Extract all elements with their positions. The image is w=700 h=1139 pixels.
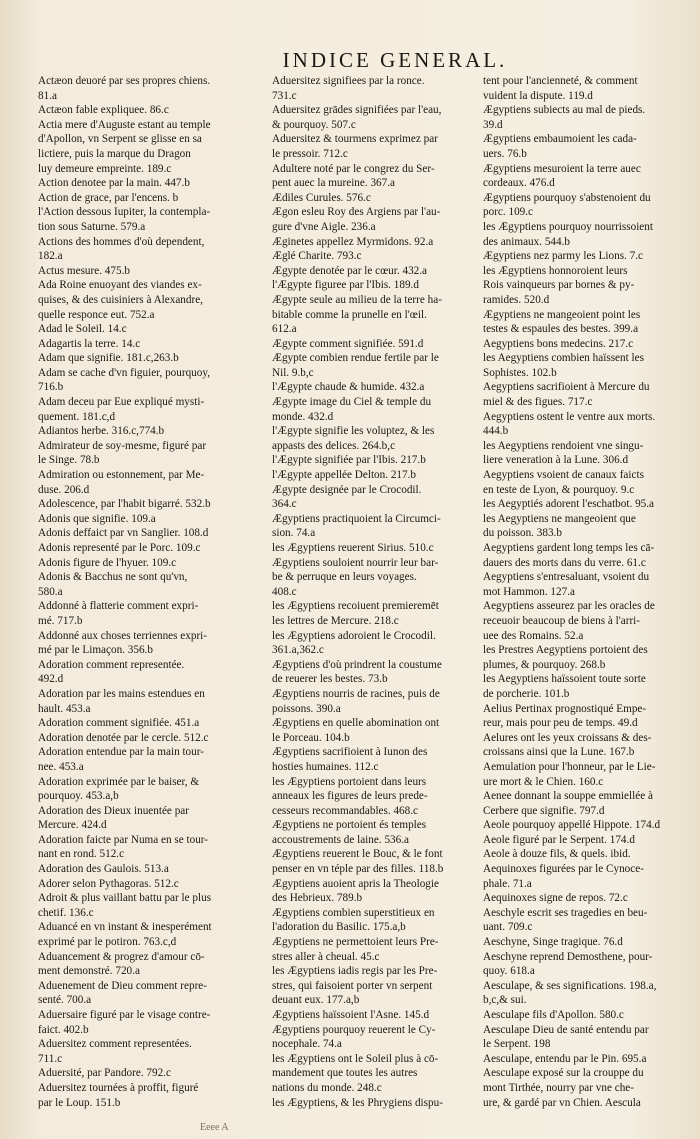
index-entry: les Aegyptiens ne mangeoient que — [483, 512, 636, 525]
index-entry: le Serpent. 198 — [483, 1038, 551, 1051]
index-entry: 408.c — [272, 585, 297, 598]
index-entry: le pressoir. 712.c — [272, 147, 348, 160]
index-entry: Adolescence, par l'habit bigarré. 532.b — [38, 498, 211, 511]
index-entry: Actæon fable expliquee. 86.c — [38, 104, 169, 117]
index-entry: 580.a — [38, 585, 63, 598]
index-entry: Ægyptiens nourris de racines, puis de — [272, 687, 440, 700]
index-entry: Aeole à douze fils, & quels. ibid. — [483, 848, 631, 861]
index-entry: Aegyptiens s'entresaluant, vsoient du — [483, 571, 650, 584]
index-entry: Ægyptiens combien superstitieux en — [272, 906, 435, 919]
index-entry: Adroit & plus vaillant battu par le plus — [38, 892, 212, 905]
index-entry: gure d'vne Aigle. 236.a — [272, 220, 376, 233]
index-entry: Adoration comment signifiée. 451.a — [38, 717, 200, 730]
index-entry: Aemulation pour l'honneur, par le Lie- — [483, 760, 656, 773]
index-entry: les Aegyptiés adorent l'eschatbot. 95.a — [483, 498, 655, 511]
index-entry: cesseurs recommandables. 468.c — [272, 804, 419, 817]
index-column-right — [483, 74, 688, 1110]
index-entry: faict. 402.b — [38, 1023, 89, 1036]
index-entry: Aduancement & progrez d'amour cō- — [38, 950, 205, 963]
index-entry: Aegyptiens gardent long temps les cā- — [483, 542, 655, 554]
index-entry: l'adoration du Basilic. 175.a,b — [272, 921, 406, 934]
index-entry: stres aller à cheual. 45.c — [272, 950, 380, 963]
index-entry: luy demeure empreinte. 189.c — [38, 162, 172, 175]
index-entry: Aesculape exposé sur la crouppe du — [483, 1067, 644, 1080]
index-entry: Ægyptiens auoient apris la Theologie — [272, 877, 439, 890]
index-entry: accoustrements de laine. 536.a — [272, 833, 409, 846]
index-entry: les Prestres Aegyptiens portoient des — [483, 644, 648, 657]
index-entry: tion sous Saturne. 579.a — [38, 220, 146, 233]
index-entry: Aduersaire figuré par le visage contre- — [38, 1009, 211, 1021]
index-entry: Adoration comment representée. — [38, 658, 185, 671]
index-entry: Rois vainqueurs par bornes & py- — [483, 279, 635, 292]
index-entry: Aduersitez comment representées. — [38, 1038, 192, 1051]
index-entry: Aegyptiens asseurez par les oracles de — [483, 600, 655, 613]
index-entry: 39.d — [483, 118, 503, 131]
index-entry: Adam se cache d'vn figuier, pourquoy, — [38, 366, 211, 379]
index-entry: Ægyptiens nez parmy les Lions. 7.c — [483, 250, 644, 263]
index-entry: Aeschyle escrit ses tragedies en beu- — [483, 906, 648, 919]
index-entry: Action de grace, par l'encens. b — [38, 191, 179, 204]
index-entry: les Ægyptiens iadis regis par les Pre- — [272, 965, 438, 978]
index-entry: les Ægyptiens portoient dans leurs — [272, 775, 427, 788]
index-entry: receuoir beaucoup de biens à l'arri- — [483, 614, 641, 627]
index-entry: les Ægyptiens recoiuent premieremēt — [272, 600, 439, 613]
index-entry: nee. 453.a — [38, 760, 84, 773]
index-entry: pent auec la mureine. 367.a — [272, 177, 396, 190]
index-entry: Adoration par les mains estendues en — [38, 687, 205, 700]
index-entry: Adonis representé par le Porc. 109.c — [38, 542, 201, 554]
index-entry: mé par le Limaçon. 356.b — [38, 644, 153, 657]
index-entry: vuident la dispute. 119.d — [483, 89, 593, 102]
signature-mark: Eeee A — [200, 1122, 229, 1133]
index-entry: Ada Roine enuoyant des viandes ex- — [38, 279, 202, 292]
index-entry: les Ægyptiens adoroient le Crocodil. — [272, 629, 436, 642]
index-entry: deuant eux. 177.a,b — [272, 994, 360, 1007]
index-entry: Aeschyne, Singe tragique. 76.d — [483, 936, 623, 949]
index-entry: le Porceau. 104.b — [272, 731, 350, 744]
index-entry: Mercure. 424.d — [38, 819, 107, 832]
index-entry: Adad le Soleil. 14.c — [38, 323, 127, 336]
index-entry: Adiantos herbe. 316.c,774.b — [38, 425, 165, 438]
index-entry: senté. 700.a — [38, 994, 92, 1007]
index-entry: Ægyptiens en quelle abomination ont — [272, 717, 440, 730]
index-entry: testes & espaules des bestes. 399.a — [483, 323, 639, 336]
index-entry: quelle responce eut. 752.a — [38, 308, 155, 321]
index-entry: quement. 181.c,d — [38, 410, 116, 423]
index-entry: poissons. 390.a — [272, 702, 341, 715]
index-entry: Aduersitez grādes signifiées par l'eau, — [272, 104, 442, 117]
index-entry: Ægyptiens souloient nourrir leur bar- — [272, 556, 439, 569]
index-entry: porc. 109.c — [483, 206, 534, 219]
index-entry: Aegyptiens ostent le ventre aux morts. — [483, 410, 656, 423]
index-entry: l'Ægypte figuree par l'Ibis. 189.d — [272, 279, 419, 292]
index-entry: plumes, & pourquoy. 268.b — [483, 658, 606, 671]
index-entry: ramides. 520.d — [483, 293, 550, 306]
index-entry: Aduancé en vn instant & inesperément — [38, 921, 212, 934]
index-entry: 361.a,362.c — [272, 644, 324, 657]
index-entry: 731.c — [272, 89, 297, 102]
index-entry: Actions des hommes d'où dependent, — [38, 235, 205, 248]
index-entry: Actæon deuoré par ses propres chiens. — [38, 75, 211, 87]
index-entry: Adoration exprimée par le baiser, & — [38, 775, 200, 788]
index-entry: stres, qui faisoient porter vn serpent — [272, 979, 433, 992]
index-entry: les Aegyptiens haïssoient toute sorte — [483, 673, 646, 686]
index-entry: hosties humaines. 112.c — [272, 760, 379, 773]
index-entry: les Ægyptiens reuerent Sirius. 510.c — [272, 542, 434, 554]
index-entry: Adonis & Bacchus ne sont qu'vn, — [38, 571, 188, 584]
index-entry: sion. 74.a — [272, 527, 316, 540]
index-entry: uant. 709.c — [483, 921, 533, 934]
index-entry: Aegyptiens sacrifioient à Mercure du — [483, 381, 650, 394]
index-entry: de porcherie. 101.b — [483, 687, 570, 700]
index-entry: Adoration entendue par la main tour- — [38, 746, 204, 759]
index-entry: duse. 206.d — [38, 483, 90, 496]
index-entry: Aequinoxes figurées par le Cynoce- — [483, 863, 644, 876]
index-entry: chetif. 136.c — [38, 906, 94, 919]
index-entry: cordeaux. 476.d — [483, 177, 555, 190]
index-entry: Adoration denotée par le cercle. 512.c — [38, 731, 209, 744]
index-entry: b,c,& sui. — [483, 994, 527, 1007]
index-entry: lictiere, puis la marque du Dragon — [38, 147, 191, 160]
index-entry: pourquoy. 453.a,b — [38, 790, 119, 803]
index-entry: Ægyptiens mesuroient la terre auec — [483, 162, 641, 175]
index-entry: l'Ægypte signifie les voluptez, & les — [272, 425, 435, 438]
index-entry: Aeole figuré par le Serpent. 174.d — [483, 833, 635, 846]
index-entry: 711.c — [38, 1052, 63, 1065]
index-entry: Aduersitez & tourmens exprimez par — [272, 133, 438, 146]
index-entry: Ægypte denotée par le cœur. 432.a — [272, 264, 428, 277]
index-entry: Aegyptiens vsoient de canaux faicts — [483, 469, 644, 482]
index-entry: uee des Romains. 52.a — [483, 629, 584, 642]
index-entry: Adonis figure de l'hyuer. 109.c — [38, 556, 177, 569]
index-entry: l'Ægypte signifiée par l'Ibis. 217.b — [272, 454, 426, 467]
index-entry: les Aegyptiens combien haïssent les — [483, 352, 644, 365]
index-entry: quoy. 618.a — [483, 965, 535, 978]
index-entry: nations du monde. 248.c — [272, 1081, 382, 1094]
index-column-middle — [272, 74, 477, 1110]
index-entry: Adonis deffaict par vn Sanglier. 108.d — [38, 527, 209, 540]
index-entry: Aesculape, & ses significations. 198.a, — [483, 979, 657, 992]
index-entry: Aesculape, entendu par le Pin. 695.a — [483, 1052, 647, 1065]
index-entry: Actia mere d'Auguste estant au temple — [38, 118, 211, 131]
index-entry: l'Action dessous Iupiter, la contempla- — [38, 206, 211, 219]
index-entry: & pourquoy. 507.c — [272, 118, 356, 131]
index-entry: mé. 717.b — [38, 614, 83, 627]
index-entry: Ægon esleu Roy des Argiens par l'au- — [272, 206, 441, 219]
index-entry: Adonis que signifie. 109.a — [38, 512, 156, 525]
index-entry: Addonné aux choses terriennes expri- — [38, 629, 207, 642]
index-entry: Adam que signifie. 181.c,263.b — [38, 352, 179, 365]
index-entry: Sophistes. 102.b — [483, 366, 557, 379]
index-entry: les Aegyptiens rendoient vne singu- — [483, 439, 644, 452]
index-entry: des animaux. 544.b — [483, 235, 570, 248]
index-entry: les lettres de Mercure. 218.c — [272, 614, 399, 627]
index-entry: ment demonstré. 720.a — [38, 965, 140, 978]
index-entry: mont Tirthée, nourry par vne che- — [483, 1081, 634, 1094]
index-entry: Aesculape fils d'Apollon. 580.c — [483, 1009, 624, 1021]
index-entry: phale. 71.a — [483, 877, 532, 890]
index-entry: 612.a — [272, 323, 297, 336]
index-entry: Action denotee par la main. 447.b — [38, 177, 190, 190]
index-entry: 716.b — [38, 381, 64, 394]
index-entry: Actus mesure. 475.b — [38, 264, 130, 277]
index-entry: penser en vn téple par des filles. 118.b — [272, 863, 444, 876]
index-entry: Ægyptiens d'où prindrent la coustume — [272, 658, 442, 671]
index-entry: Ægypte seule au milieu de la terre ha- — [272, 293, 442, 306]
index-entry: Cerbere que signifie. 797.d — [483, 804, 605, 817]
index-entry: ure, & gardé par vn Chien. Aescula — [483, 1096, 641, 1109]
index-entry: 364.c — [272, 498, 297, 511]
index-entry: Aenee donnant la souppe emmiellée à — [483, 790, 653, 803]
index-entry: mandement que toutes les autres — [272, 1067, 418, 1080]
index-column-left — [38, 74, 267, 1110]
index-entry: quises, & des cuisiniers à Alexandre, — [38, 293, 203, 306]
page-title: INDICE GENERAL. — [282, 48, 508, 72]
index-entry: Ægyptiens haïssoient l'Asne. 145.d — [272, 1009, 430, 1021]
index-entry: dauers des morts dans du verre. 61.c — [483, 556, 646, 569]
index-entry: en teste de Lyon, & pourquoy. 9.c — [483, 483, 635, 496]
index-entry: 81.a — [38, 89, 57, 102]
index-entry: les Ægyptiens pourquoy nourrissoient — [483, 220, 653, 233]
index-entry: Aelures ont les yeux croissans & des- — [483, 731, 652, 744]
index-entry: Aduersitez tournées à proffit, figuré — [38, 1081, 199, 1094]
index-entry: Aduersité, par Pandore. 792.c — [38, 1067, 171, 1080]
index-entry: tent pour l'ancienneté, & comment — [483, 75, 638, 87]
index-entry: Ægyptiens ne portoient és temples — [272, 819, 427, 832]
index-entry: Adagartis la terre. 14.c — [38, 337, 141, 350]
index-entry: Aduersitez signifiees par la ronce. — [272, 75, 425, 87]
index-entry: 182.a — [38, 250, 63, 263]
index-entry: du poisson. 383.b — [483, 527, 562, 540]
index-entry: Ædiles Curules. 576.c — [272, 191, 371, 204]
index-entry: bitable comme la prunelle en l'œil. — [272, 308, 427, 321]
index-entry: Ægypte comment signifiée. 591.d — [272, 337, 424, 350]
index-entry: Adultere noté par le congrez du Ser- — [272, 162, 435, 175]
index-entry: miel & des figues. 717.c — [483, 396, 593, 409]
index-entry: Ægyptiens ne permettoient leurs Pre- — [272, 936, 439, 949]
index-entry: de reuerer les bestes. 73.b — [272, 673, 388, 686]
index-entry: hault. 453.a — [38, 702, 91, 715]
index-entry: Aelius Pertinax prognostiqué Empe- — [483, 702, 647, 715]
index-entry: Addonné à flatterie comment expri- — [38, 600, 199, 613]
index-entry: be & perruque en leurs voyages. — [272, 571, 417, 584]
index-entry: reur, mais pour peu de temps. 49.d — [483, 717, 638, 730]
index-entry: Aeole pourquoy appellé Hippote. 174.d — [483, 819, 661, 832]
index-entry: 444.b — [483, 425, 509, 438]
index-entry: Adoration faicte par Numa en se tour- — [38, 833, 209, 846]
index-entry: Adoration des Dieux inuentée par — [38, 804, 189, 817]
index-entry: Aesculape Dieu de santé entendu par — [483, 1023, 649, 1036]
index-entry: le Singe. 78.b — [38, 454, 100, 467]
index-entry: Aegyptiens bons medecins. 217.c — [483, 337, 634, 350]
index-entry: Ægyptiens subiects au mal de pieds. — [483, 104, 646, 117]
index-entry: les Ægyptiens, & les Phrygiens dispu- — [272, 1096, 443, 1109]
index-entry: Ægyptiens sacrifioient à Iunon des — [272, 746, 428, 759]
index-entry: l'Ægypte chaude & humide. 432.a — [272, 381, 425, 394]
index-entry: Ægyptiens practiquoient la Circumci- — [272, 512, 441, 525]
index-entry: Aequinoxes signe de repos. 72.c — [483, 892, 628, 905]
index-entry: nocephale. 74.a — [272, 1038, 342, 1051]
index-entry: Æginetes appellez Myrmidons. 92.a — [272, 235, 434, 248]
index-entry: l'Ægypte appellée Delton. 217.b — [272, 469, 417, 482]
index-entry: Ægyptiens embaumoient les cada- — [483, 133, 637, 146]
index-entry: Adam deceu par Eue expliqué mysti- — [38, 396, 205, 409]
index-entry: Ægypte designée par le Crocodil. — [272, 483, 422, 496]
index-entry: Adorer selon Pythagoras. 512.c — [38, 877, 179, 890]
index-entry: Ægyptiens reuerent le Bouc, & le font — [272, 848, 443, 861]
index-entry: Admirateur de soy-mesme, figuré par — [38, 439, 207, 452]
index-entry: 492.d — [38, 673, 64, 686]
index-entry: Aeschyne reprend Demosthene, pour- — [483, 950, 653, 963]
index-entry: Admiration ou estonnement, par Me- — [38, 469, 205, 482]
index-entry: monde. 432.d — [272, 410, 334, 423]
index-entry: d'Apollon, vn Serpent se glisse en sa — [38, 133, 202, 146]
index-entry: appasts des delices. 264.b,c — [272, 439, 396, 452]
index-entry: nant en rond. 512.c — [38, 848, 125, 861]
index-entry: Adoration des Gaulois. 513.a — [38, 863, 169, 876]
index-entry: anneaux les figures de leurs prede- — [272, 790, 428, 803]
index-entry: les Ægyptiens honnoroient leurs — [483, 264, 628, 277]
index-entry: croissans ainsi que la Lune. 167.b — [483, 746, 635, 759]
index-entry: uers. 76.b — [483, 147, 527, 160]
index-entry: par le Loup. 151.b — [38, 1096, 121, 1109]
index-entry: les Ægyptiens ont le Soleil plus à cō- — [272, 1052, 439, 1065]
index-entry: exprimé par le potiron. 763.c,d — [38, 936, 177, 949]
index-entry: Aduenement de Dieu comment repre- — [38, 979, 207, 992]
index-entry: ure mort & le Chien. 160.c — [483, 775, 604, 788]
index-entry: Ægypte combien rendue fertile par le — [272, 352, 439, 365]
index-entry: mot Hammon. 127.a — [483, 585, 575, 598]
index-entry: Ægypte image du Ciel & temple du — [272, 396, 432, 409]
index-entry: liere veneration à la Lune. 306.d — [483, 454, 629, 467]
index-entry: Nil. 9.b,c — [272, 366, 314, 379]
index-entry: Ægyptiens pourquoy s'abstenoient du — [483, 191, 651, 204]
index-entry: Ægyptiens ne mangeoient point les — [483, 308, 641, 321]
index-entry: des Hebrieux. 789.b — [272, 892, 363, 905]
index-entry: Æglé Charite. 793.c — [272, 250, 362, 263]
index-entry: Ægyptiens pourquoy reuerent le Cy- — [272, 1023, 436, 1036]
